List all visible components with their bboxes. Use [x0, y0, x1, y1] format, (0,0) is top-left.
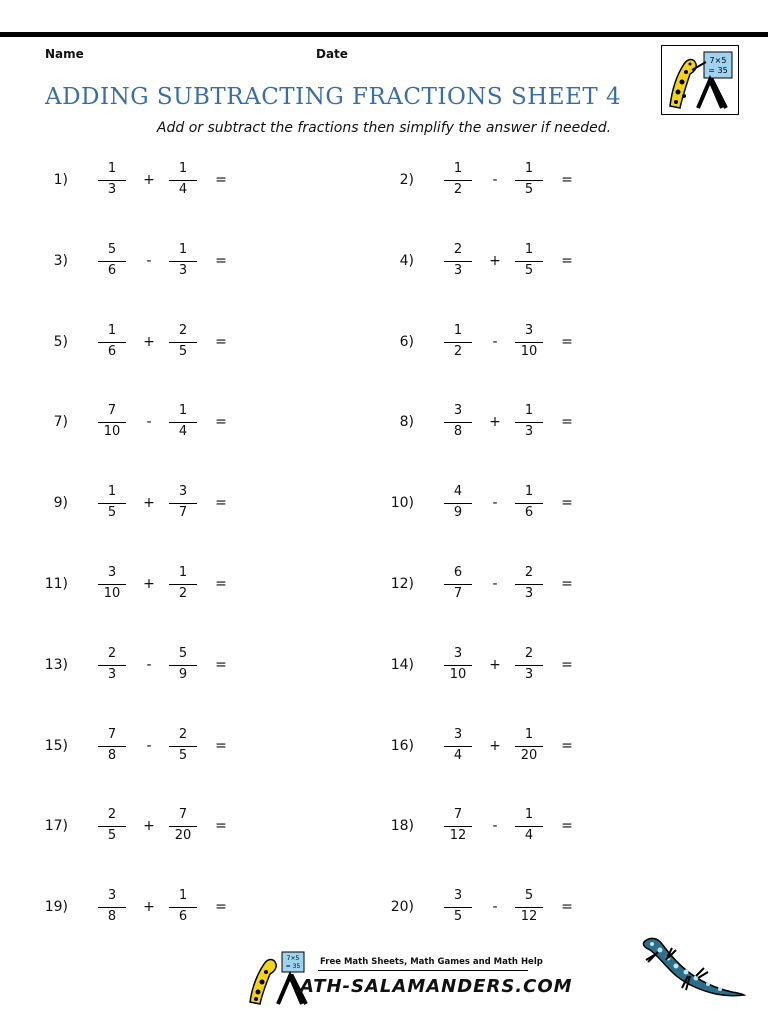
numerator: 1: [178, 242, 188, 257]
problem-number: 4): [399, 253, 414, 269]
denominator: 3: [524, 667, 534, 682]
numerator: 1: [107, 323, 117, 338]
problem-13: [12, 645, 332, 685]
footer-logo: [244, 948, 573, 1006]
operator: +: [143, 495, 155, 511]
numerator: 3: [107, 888, 117, 903]
numerator: 4: [453, 484, 463, 499]
operator: -: [146, 657, 152, 673]
denominator: 8: [107, 909, 117, 924]
denominator: 4: [453, 748, 463, 763]
problem-number: 15): [44, 738, 68, 754]
denominator: 12: [520, 909, 538, 924]
problem-7: [12, 402, 332, 442]
numerator: 3: [453, 403, 463, 418]
instructions: Add or subtract the fractions then simplify the answer if needed.: [156, 120, 612, 136]
top-rule: [0, 32, 768, 37]
numerator: 1: [524, 403, 534, 418]
numerator: 2: [524, 565, 534, 580]
equals-sign: =: [561, 818, 573, 834]
problem-6: [358, 322, 678, 362]
problem-number: 10): [390, 495, 414, 511]
problem-11: [12, 564, 332, 604]
numerator: 1: [524, 807, 534, 822]
problem-number: 2): [399, 172, 414, 188]
problem-number: 16): [390, 738, 414, 754]
numerator: 2: [178, 727, 188, 742]
operator: +: [143, 172, 155, 188]
problem-number: 9): [53, 495, 68, 511]
problem-4: [358, 241, 678, 281]
problem-number: 1): [53, 172, 68, 188]
denominator: 3: [107, 667, 117, 682]
denominator: 12: [449, 828, 467, 843]
denominator: 20: [520, 748, 538, 763]
footer-rule: [318, 970, 528, 971]
operator: -: [492, 495, 498, 511]
denominator: 4: [178, 182, 188, 197]
equals-sign: =: [215, 414, 227, 430]
numerator: 1: [178, 403, 188, 418]
problem-number: 8): [399, 414, 414, 430]
denominator: 9: [178, 667, 188, 682]
numerator: 5: [178, 646, 188, 661]
numerator: 3: [178, 484, 188, 499]
denominator: 6: [107, 263, 117, 278]
footer-board-line2: = 35: [285, 963, 301, 970]
operator: +: [489, 738, 501, 754]
denominator: 5: [107, 505, 117, 520]
footer-site-name: ATH-SALAMANDERS.COM: [300, 976, 573, 997]
problem-number: 12): [390, 576, 414, 592]
problem-number: 14): [390, 657, 414, 673]
denominator: 6: [524, 505, 534, 520]
problem-2: [358, 160, 678, 200]
denominator: 5: [107, 828, 117, 843]
denominator: 8: [453, 424, 463, 439]
numerator: 1: [524, 242, 534, 257]
problem-15: [12, 726, 332, 766]
operator: +: [489, 414, 501, 430]
date-label: Date: [316, 47, 348, 61]
operator: -: [146, 414, 152, 430]
denominator: 3: [524, 424, 534, 439]
problem-5: [12, 322, 332, 362]
equals-sign: =: [215, 172, 227, 188]
numerator: 2: [524, 646, 534, 661]
numerator: 1: [453, 161, 463, 176]
footer-tagline: Free Math Sheets, Math Games and Math Help: [320, 957, 543, 967]
equals-sign: =: [561, 576, 573, 592]
operator: -: [146, 738, 152, 754]
operator: +: [143, 334, 155, 350]
problem-8: [358, 402, 678, 442]
equals-sign: =: [561, 253, 573, 269]
denominator: 6: [107, 344, 117, 359]
denominator: 7: [178, 505, 188, 520]
worksheet-title: ADDING SUBTRACTING FRACTIONS SHEET 4: [45, 84, 622, 110]
operator: +: [489, 657, 501, 673]
numerator: 1: [453, 323, 463, 338]
denominator: 20: [174, 828, 192, 843]
name-label: Name: [45, 47, 84, 61]
salamander-icon: [636, 932, 746, 1002]
problem-18: [358, 806, 678, 846]
problem-12: [358, 564, 678, 604]
denominator: 5: [453, 909, 463, 924]
operator: -: [492, 899, 498, 915]
equals-sign: =: [561, 657, 573, 673]
numerator: 1: [178, 565, 188, 580]
equals-sign: =: [215, 738, 227, 754]
numerator: 7: [107, 727, 117, 742]
denominator: 5: [524, 263, 534, 278]
logo-board-line2: = 35: [708, 66, 728, 75]
problem-16: [358, 726, 678, 766]
equals-sign: =: [215, 576, 227, 592]
numerator: 2: [107, 807, 117, 822]
numerator: 3: [107, 565, 117, 580]
equals-sign: =: [561, 495, 573, 511]
operator: -: [492, 818, 498, 834]
numerator: 7: [107, 403, 117, 418]
problem-number: 18): [390, 818, 414, 834]
equals-sign: =: [561, 899, 573, 915]
denominator: 5: [178, 344, 188, 359]
problem-10: [358, 483, 678, 523]
denominator: 3: [453, 263, 463, 278]
denominator: 10: [449, 667, 467, 682]
equals-sign: =: [561, 172, 573, 188]
equals-sign: =: [561, 334, 573, 350]
salamander-blackboard-icon: [662, 46, 738, 114]
denominator: 10: [520, 344, 538, 359]
denominator: 3: [178, 263, 188, 278]
numerator: 2: [107, 646, 117, 661]
numerator: 3: [524, 323, 534, 338]
operator: +: [143, 576, 155, 592]
denominator: 3: [524, 586, 534, 601]
equals-sign: =: [215, 334, 227, 350]
numerator: 1: [524, 161, 534, 176]
header-logo: [661, 45, 739, 115]
numerator: 1: [178, 888, 188, 903]
problem-number: 7): [53, 414, 68, 430]
problem-number: 6): [399, 334, 414, 350]
logo-board-line1: 7×5: [709, 56, 727, 65]
numerator: 1: [107, 484, 117, 499]
equals-sign: =: [215, 495, 227, 511]
denominator: 4: [524, 828, 534, 843]
problem-number: 13): [44, 657, 68, 673]
denominator: 2: [178, 586, 188, 601]
equals-sign: =: [215, 657, 227, 673]
numerator: 3: [453, 888, 463, 903]
numerator: 3: [453, 646, 463, 661]
denominator: 8: [107, 748, 117, 763]
numerator: 1: [178, 161, 188, 176]
equals-sign: =: [215, 253, 227, 269]
numerator: 6: [453, 565, 463, 580]
problem-number: 11): [44, 576, 68, 592]
problem-number: 17): [44, 818, 68, 834]
numerator: 2: [453, 242, 463, 257]
problem-number: 5): [53, 334, 68, 350]
problem-1: [12, 160, 332, 200]
problem-20: [358, 887, 678, 927]
problem-9: [12, 483, 332, 523]
denominator: 6: [178, 909, 188, 924]
equals-sign: =: [561, 738, 573, 754]
problem-14: [358, 645, 678, 685]
operator: -: [492, 334, 498, 350]
denominator: 5: [524, 182, 534, 197]
numerator: 1: [524, 484, 534, 499]
equals-sign: =: [215, 899, 227, 915]
numerator: 5: [524, 888, 534, 903]
problem-number: 19): [44, 899, 68, 915]
problem-19: [12, 887, 332, 927]
numerator: 5: [107, 242, 117, 257]
equals-sign: =: [561, 414, 573, 430]
denominator: 9: [453, 505, 463, 520]
equals-sign: =: [215, 818, 227, 834]
problem-17: [12, 806, 332, 846]
denominator: 4: [178, 424, 188, 439]
numerator: 7: [178, 807, 188, 822]
numerator: 2: [178, 323, 188, 338]
denominator: 10: [103, 424, 121, 439]
operator: +: [143, 818, 155, 834]
denominator: 7: [453, 586, 463, 601]
denominator: 2: [453, 182, 463, 197]
problem-3: [12, 241, 332, 281]
problem-number: 20): [390, 899, 414, 915]
numerator: 1: [107, 161, 117, 176]
operator: -: [492, 172, 498, 188]
numerator: 3: [453, 727, 463, 742]
operator: -: [146, 253, 152, 269]
denominator: 10: [103, 586, 121, 601]
operator: +: [489, 253, 501, 269]
problem-number: 3): [53, 253, 68, 269]
denominator: 3: [107, 182, 117, 197]
numerator: 7: [453, 807, 463, 822]
denominator: 2: [453, 344, 463, 359]
footer-board-line1: 7×5: [286, 955, 300, 962]
operator: +: [143, 899, 155, 915]
operator: -: [492, 576, 498, 592]
numerator: 1: [524, 727, 534, 742]
denominator: 5: [178, 748, 188, 763]
